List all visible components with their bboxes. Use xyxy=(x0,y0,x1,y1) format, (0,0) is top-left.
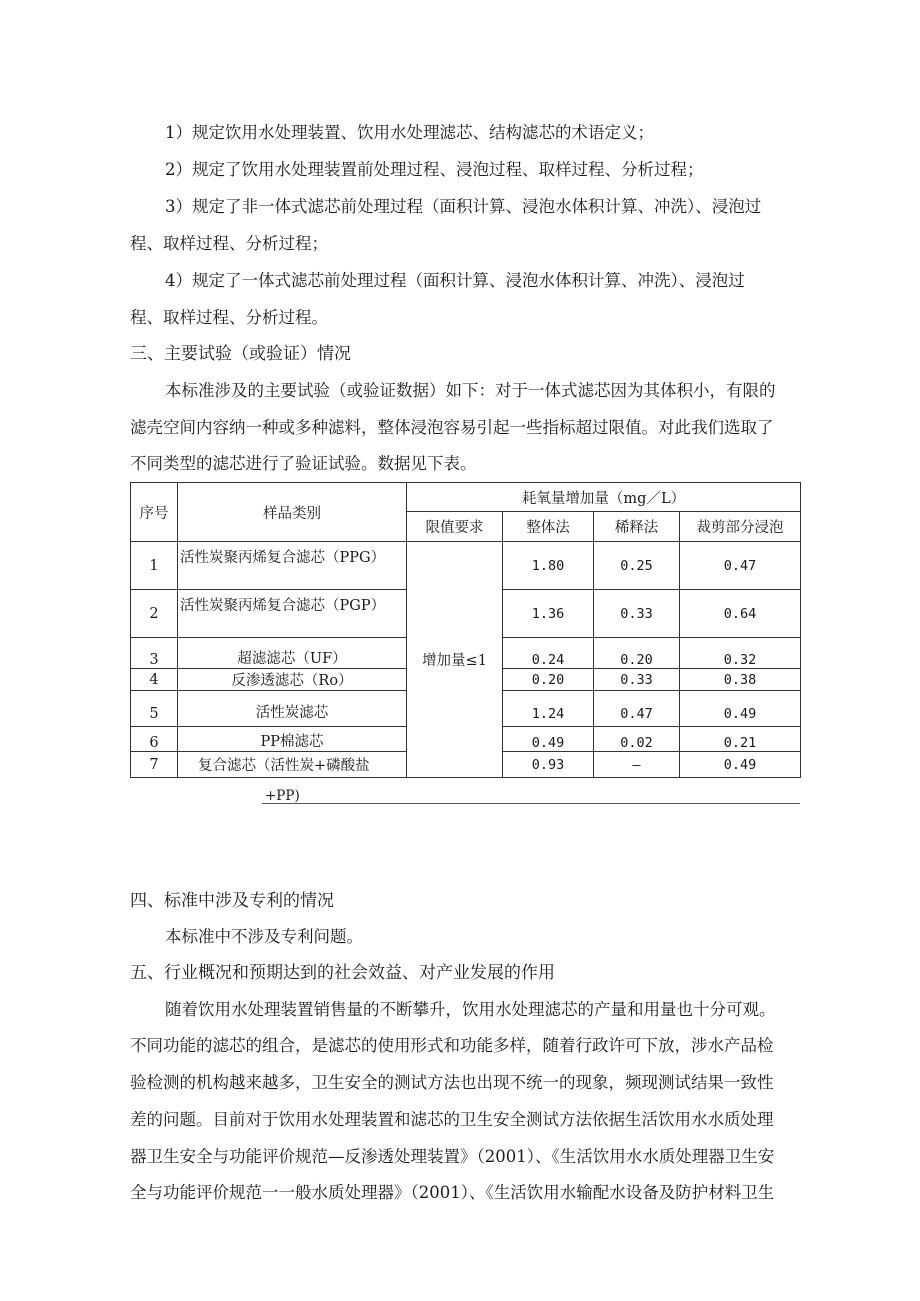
section4-para: 本标准中不涉及专利问题。 xyxy=(165,927,363,946)
row-whole: 1.24 xyxy=(503,691,594,727)
list-item-1: 1）规定饮用水处理装置、饮用水处理滤芯、结构滤芯的术语定义； xyxy=(165,123,654,142)
row-sample: 活性炭聚丙烯复合滤芯（PPG） xyxy=(178,542,407,590)
section5-heading: 五、行业概况和预期达到的社会效益、对产业发展的作用 xyxy=(130,963,555,983)
list-item-4-cont: 程、取样过程、分析过程。 xyxy=(130,308,328,327)
row-cut: 0.64 xyxy=(680,590,801,638)
row-cut: 0.49 xyxy=(680,752,801,778)
row-dilute: — xyxy=(594,752,680,778)
oxygen-consumption-table xyxy=(130,482,801,778)
row-index: 6 xyxy=(131,727,178,752)
table-row xyxy=(131,542,801,590)
row-sample: 复合滤芯（活性炭+磷酸盐 xyxy=(178,752,407,778)
section5-para-line: 器卫生安全与功能评价规范—反渗透处理装置》（2001）、《生活饮用水水质处理器卫生安 xyxy=(130,1147,775,1166)
row-index: 5 xyxy=(131,691,178,727)
row-sample: PP棉滤芯 xyxy=(178,727,407,752)
row-whole: 1.36 xyxy=(503,590,594,638)
row-whole: 0.49 xyxy=(503,727,594,752)
section5-para-line: 差的问题。目前对于饮用水处理装置和滤芯的卫生安全测试方法依据生活饮用水水质处理 xyxy=(130,1110,774,1129)
section5-para-line: 全与功能评价规范一一般水质处理器》（2001）、《生活饮用水输配水设备及防护材料卫生 xyxy=(130,1183,775,1202)
header-sample: 样品类别 xyxy=(178,483,407,542)
row-whole: 0.20 xyxy=(503,669,594,691)
list-item-2: 2）规定了饮用水处理装置前处理过程、浸泡过程、取样过程、分析过程； xyxy=(165,160,704,179)
section4-heading: 四、标准中涉及专利的情况 xyxy=(130,891,334,911)
row-sample: 反渗透滤芯（Ro） xyxy=(178,669,407,691)
row-cut: 0.32 xyxy=(680,638,801,669)
row-cut: 0.47 xyxy=(680,542,801,590)
limit-cell: 增加量≤1 xyxy=(407,542,503,778)
row-dilute: 0.20 xyxy=(594,638,680,669)
section3-para-line: 本标准涉及的主要试验（或验证数据）如下：对于一体式滤芯因为其体积小，有限的 xyxy=(165,381,776,400)
row-whole: 0.93 xyxy=(503,752,594,778)
row-dilute: 0.33 xyxy=(594,590,680,638)
row-dilute: 0.33 xyxy=(594,669,680,691)
row-index: 7 xyxy=(131,752,178,778)
list-item-3-cont: 程、取样过程、分析过程； xyxy=(130,234,328,253)
table-overflow-text: +PP) xyxy=(265,788,300,804)
row-sample: 活性炭聚丙烯复合滤芯（PGP） xyxy=(178,590,407,638)
row-cut: 0.49 xyxy=(680,691,801,727)
row-whole: 1.80 xyxy=(503,542,594,590)
section3-para-line: 滤壳空间内容纳一种或多种滤料，整体浸泡容易引起一些指标超过限值。对此我们选取了 xyxy=(130,418,774,437)
section5-para-line: 不同功能的滤芯的组合，是滤芯的使用形式和功能多样，随着行政许可下放，涉水产品检 xyxy=(130,1036,774,1055)
section3-heading: 三、主要试验（或验证）情况 xyxy=(130,344,351,364)
row-sample: 超滤滤芯（UF） xyxy=(178,638,407,669)
header-whole: 整体法 xyxy=(503,512,594,542)
header-limit: 限值要求 xyxy=(407,512,503,542)
row-cut: 0.38 xyxy=(680,669,801,691)
list-item-4: 4）规定了一体式滤芯前处理过程（面积计算、浸泡水体积计算、冲洗）、浸泡过 xyxy=(165,271,745,290)
row-index: 2 xyxy=(131,590,178,638)
header-cut: 裁剪部分浸泡 xyxy=(680,512,801,542)
header-index: 序号 xyxy=(131,483,178,542)
row-index: 1 xyxy=(131,542,178,590)
row-cut: 0.21 xyxy=(680,727,801,752)
row-index: 4 xyxy=(131,669,178,691)
header-group: 耗氧量增加量（mg／L） xyxy=(407,483,801,512)
row-sample: 活性炭滤芯 xyxy=(178,691,407,727)
row-dilute: 0.25 xyxy=(594,542,680,590)
row-dilute: 0.02 xyxy=(594,727,680,752)
row-dilute: 0.47 xyxy=(594,691,680,727)
table-bottom-rule xyxy=(262,803,800,804)
section3-para-line: 不同类型的滤芯进行了验证试验。数据见下表。 xyxy=(130,454,477,473)
list-item-3: 3）规定了非一体式滤芯前处理过程（面积计算、浸泡水体积计算、冲洗）、浸泡过 xyxy=(165,197,762,216)
section5-para-line: 验检测的机构越来越多，卫生安全的测试方法也出现不统一的现象，频现测试结果一致性 xyxy=(130,1073,774,1092)
row-index: 3 xyxy=(131,638,178,669)
section5-para-line: 随着饮用水处理装置销售量的不断攀升，饮用水处理滤芯的产量和用量也十分可观。 xyxy=(165,1000,776,1019)
header-dilute: 稀释法 xyxy=(594,512,680,542)
row-whole: 0.24 xyxy=(503,638,594,669)
